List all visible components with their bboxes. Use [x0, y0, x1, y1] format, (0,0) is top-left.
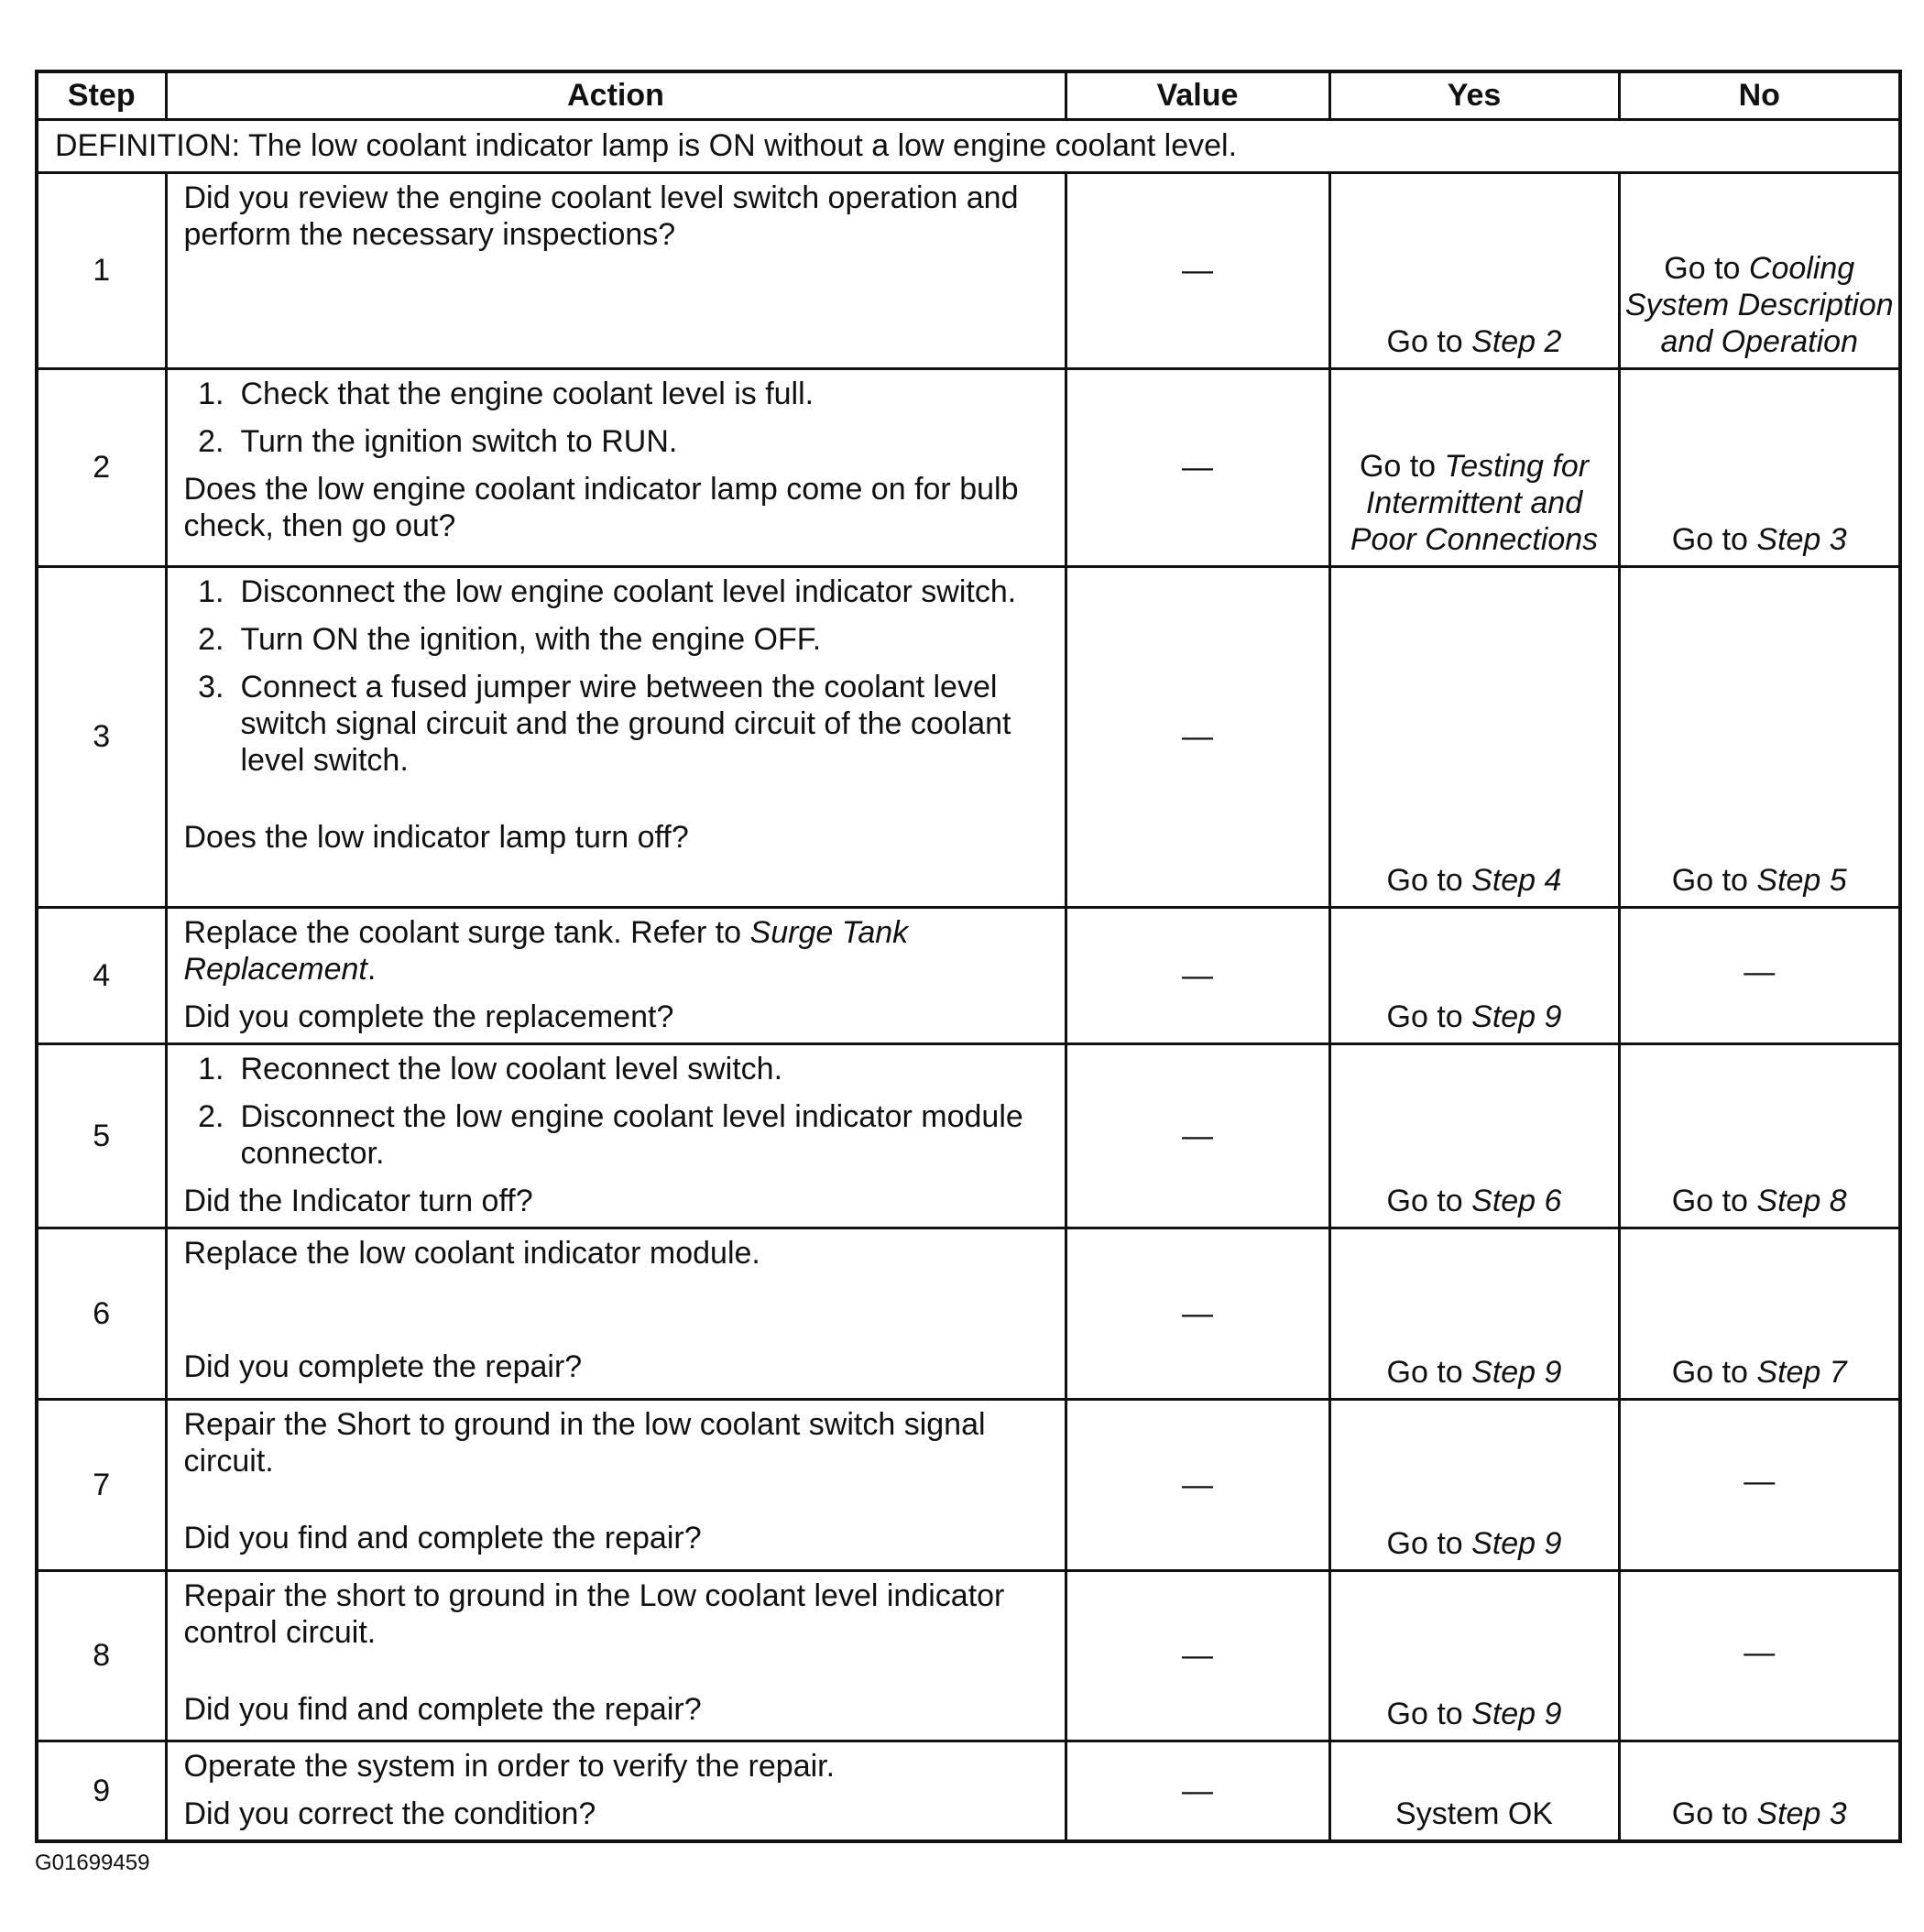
yes-link[interactable]: Testing for Intermittent and Poor Connections: [1350, 449, 1599, 557]
action-instruction: Operate the system in order to verify the repair.: [183, 1749, 836, 1784]
value-cell: —: [1066, 369, 1329, 567]
yes-prefix: Go to: [1386, 1526, 1472, 1561]
action-cell: [166, 369, 1066, 567]
yes-link[interactable]: Step 9: [1471, 1526, 1562, 1561]
no-link[interactable]: Step 8: [1756, 1184, 1847, 1218]
value-cell: —: [1066, 1741, 1329, 1842]
value-cell: —: [1066, 1228, 1329, 1400]
value-cell: —: [1066, 908, 1329, 1044]
figure-id: G01699459: [35, 1850, 150, 1875]
yes-cell: [1329, 908, 1619, 1044]
no-prefix: Go to: [1664, 251, 1749, 286]
no-link[interactable]: Step 7: [1756, 1355, 1847, 1390]
no-cell: —: [1619, 1571, 1900, 1741]
no-link[interactable]: Step 3: [1756, 522, 1847, 557]
table-row: [37, 1571, 1900, 1741]
step-number: 9: [37, 1741, 166, 1842]
step-number: 8: [37, 1571, 166, 1741]
yes-link[interactable]: Step 6: [1471, 1184, 1562, 1218]
step-number: 5: [37, 1044, 166, 1228]
step-number: 3: [37, 567, 166, 908]
yes-prefix: Go to: [1386, 863, 1472, 898]
surge-tank-link[interactable]: Surge Tank Replacement: [183, 915, 909, 987]
no-cell: [1619, 369, 1900, 567]
list-item: 1. Reconnect the low coolant level switch.: [198, 1052, 783, 1086]
yes-cell: System OK: [1329, 1741, 1619, 1842]
yes-cell: [1329, 1571, 1619, 1741]
value-cell: —: [1066, 1044, 1329, 1228]
action-cell: [166, 1400, 1066, 1571]
list-item: 3. Connect a fused jumper wire between the coolant level switch signal circuit and the ground circuit of the coolant level switch.: [198, 670, 1011, 778]
table-row: [37, 1400, 1900, 1571]
value-cell: —: [1066, 1571, 1329, 1741]
yes-link[interactable]: Step 2: [1471, 324, 1562, 359]
no-prefix: Go to: [1671, 1355, 1757, 1390]
action-instruction: Repair the short to ground in the Low coolant level indicator control circuit.: [183, 1578, 1005, 1650]
action-question: Did you correct the condition?: [183, 1796, 596, 1831]
step-number: 4: [37, 908, 166, 1044]
yes-prefix: Go to: [1359, 449, 1445, 484]
no-cell: [1619, 1044, 1900, 1228]
action-list: [184, 573, 1050, 779]
yes-prefix: Go to: [1386, 1355, 1472, 1390]
value-cell: —: [1066, 1400, 1329, 1571]
value-cell: —: [1066, 173, 1329, 369]
no-prefix: Go to: [1671, 1184, 1757, 1218]
action-cell: [166, 908, 1066, 1044]
definition-text: DEFINITION: The low coolant indicator lamp is ON without a low engine coolant level.: [37, 120, 1900, 173]
yes-prefix: Go to: [1386, 1697, 1472, 1731]
header-value: Value: [1066, 71, 1329, 120]
no-cell: —: [1619, 908, 1900, 1044]
step-number: 6: [37, 1228, 166, 1400]
yes-cell: [1329, 173, 1619, 369]
table-row: [37, 908, 1900, 1044]
diagnostic-table: [35, 70, 1902, 1843]
yes-link[interactable]: Step 9: [1471, 999, 1562, 1034]
step-number: 2: [37, 369, 166, 567]
yes-cell: [1329, 1044, 1619, 1228]
yes-link[interactable]: Step 9: [1471, 1355, 1562, 1390]
yes-cell: [1329, 1228, 1619, 1400]
action-question: Does the low indicator lamp turn off?: [183, 820, 689, 855]
definition-row: [37, 120, 1900, 173]
action-instruction: Did you review the engine coolant level switch operation and perform the necessary inspections?: [183, 180, 1019, 252]
yes-prefix: Go to: [1386, 1184, 1472, 1218]
yes-cell: [1329, 567, 1619, 908]
action-instruction: Repair the Short to ground in the low coolant switch signal circuit.: [183, 1407, 986, 1479]
action-cell: [166, 173, 1066, 369]
table-row: [37, 1741, 1900, 1842]
table-row: [37, 369, 1900, 567]
yes-link[interactable]: Step 9: [1471, 1697, 1562, 1731]
table-row: [37, 1044, 1900, 1228]
no-cell: [1619, 1228, 1900, 1400]
list-item: 2. Turn the ignition switch to RUN.: [198, 424, 678, 459]
yes-link[interactable]: Step 4: [1471, 863, 1562, 898]
step-number: 7: [37, 1400, 166, 1571]
list-item: 1. Disconnect the low engine coolant level indicator switch.: [198, 574, 1017, 609]
header-action: Action: [166, 71, 1066, 120]
action-instruction: Replace the coolant surge tank. Refer to Surge Tank Replacement.: [183, 915, 909, 987]
no-cell: —: [1619, 1400, 1900, 1571]
action-question: Did you complete the repair?: [183, 1349, 583, 1384]
action-cell: [166, 1044, 1066, 1228]
list-item: 2. Turn ON the ignition, with the engine OFF.: [198, 622, 822, 657]
no-link[interactable]: Step 3: [1756, 1796, 1847, 1831]
no-cell: [1619, 567, 1900, 908]
yes-prefix: Go to: [1386, 999, 1472, 1034]
no-cell: [1619, 1741, 1900, 1842]
list-item: 1. Check that the engine coolant level is full.: [198, 377, 814, 411]
action-question: Did you find and complete the repair?: [183, 1521, 702, 1555]
header-yes: Yes: [1329, 71, 1619, 120]
action-question: Does the low engine coolant indicator lamp come on for bulb check, then go out?: [183, 472, 1019, 543]
header-no: No: [1619, 71, 1900, 120]
table-row: [37, 173, 1900, 369]
value-cell: —: [1066, 567, 1329, 908]
no-prefix: Go to: [1671, 1796, 1757, 1831]
no-link[interactable]: Cooling System Description and Operation: [1624, 251, 1894, 359]
list-item: 2. Disconnect the low engine coolant level indicator module connector.: [198, 1099, 1023, 1171]
action-list: [184, 1051, 1050, 1172]
action-cell: [166, 1741, 1066, 1842]
table-row: [37, 1228, 1900, 1400]
action-instruction: Replace the low coolant indicator module.: [183, 1236, 760, 1271]
step-number: 1: [37, 173, 166, 369]
action-cell: [166, 567, 1066, 908]
action-question: Did you find and complete the repair?: [183, 1692, 702, 1727]
no-cell: [1619, 173, 1900, 369]
action-cell: [166, 1228, 1066, 1400]
header-row: [37, 71, 1900, 120]
no-prefix: Go to: [1671, 522, 1757, 557]
table-row: [37, 567, 1900, 908]
action-question: Did you complete the replacement?: [183, 999, 674, 1034]
yes-cell: [1329, 369, 1619, 567]
action-question: Did the Indicator turn off?: [183, 1184, 533, 1218]
action-cell: [166, 1571, 1066, 1741]
no-prefix: Go to: [1671, 863, 1757, 898]
yes-cell: [1329, 1400, 1619, 1571]
no-link[interactable]: Step 5: [1756, 863, 1847, 898]
header-step: Step: [37, 71, 166, 120]
action-list: [184, 376, 1050, 460]
yes-prefix: Go to: [1386, 324, 1472, 359]
